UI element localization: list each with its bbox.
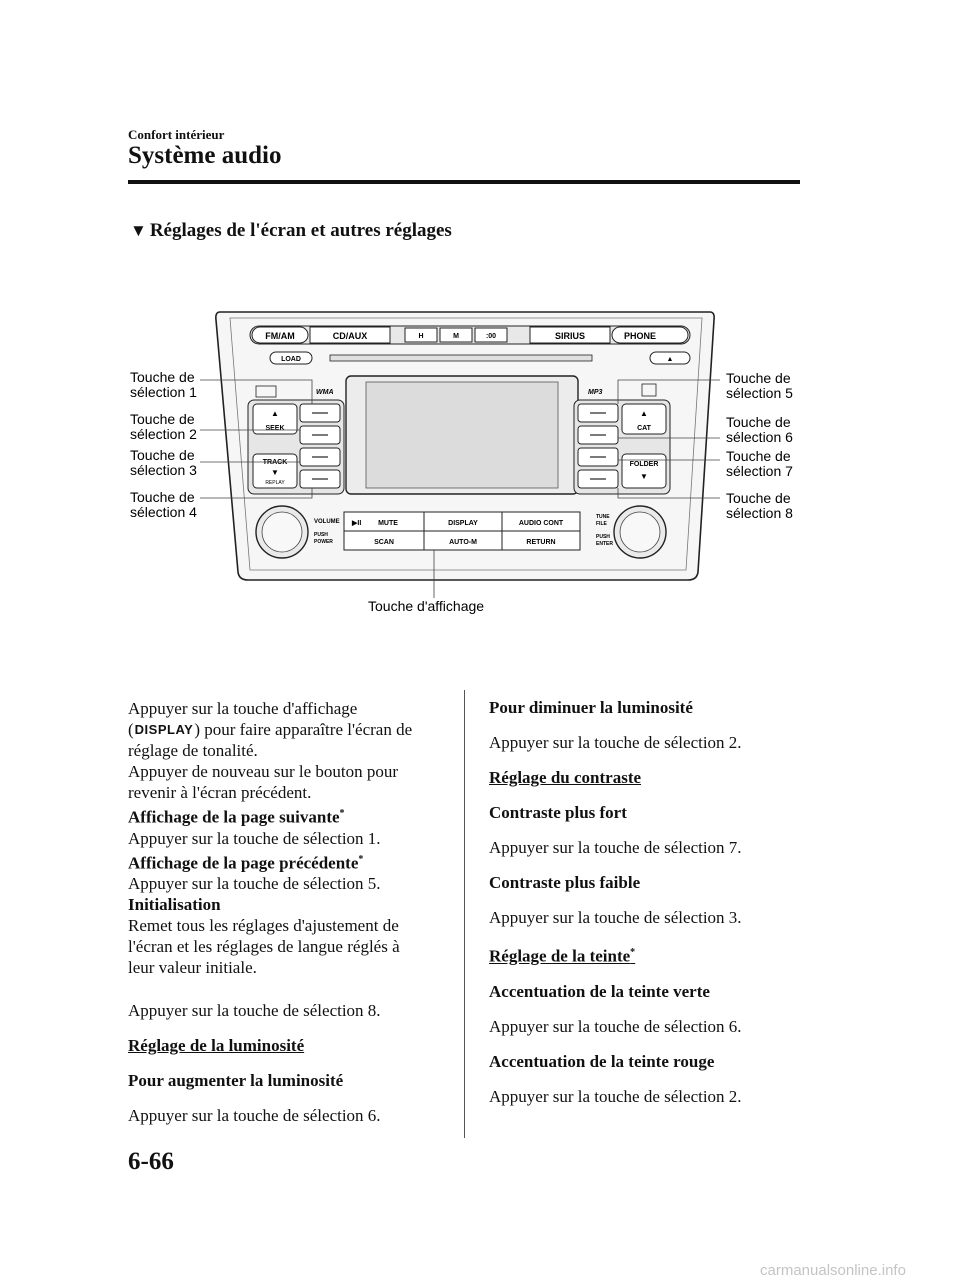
text-brightness-up: Appuyer sur la touche de sélection 6.	[128, 1106, 381, 1126]
text-green-tint: Appuyer sur la touche de sélection 6.	[489, 1016, 742, 1036]
mp3-label: MP3	[588, 389, 603, 396]
mute-label: MUTE	[378, 520, 398, 527]
audio-cont-label: AUDIO CONT	[518, 520, 564, 527]
top-button-row	[250, 326, 690, 344]
callout-selection-7-line2: sélection 7	[726, 463, 793, 479]
wma-label: WMA	[316, 389, 334, 396]
title-divider	[128, 180, 800, 184]
heading-brightness-down: Pour diminuer la luminosité	[489, 698, 693, 717]
cd-slot	[330, 355, 592, 361]
page-title: Système audio	[128, 142, 282, 169]
return-label: RETURN	[526, 539, 556, 546]
play-pause-label: ▶II	[352, 520, 362, 527]
heading-initialisation: Initialisation	[128, 895, 221, 915]
intro-line-2: (DISPLAY) pour faire apparaître l'écran de	[128, 720, 413, 739]
callout-selection-2-line1: Touche de	[130, 411, 195, 427]
heading-next-page: Affichage de la page suivante*	[128, 807, 345, 827]
heading-previous-page: Affichage de la page précédente*	[128, 853, 364, 873]
push-enter-label-1: PUSH	[596, 534, 610, 540]
display-label: DISPLAY	[448, 520, 478, 527]
volume-label: VOLUME	[314, 519, 340, 525]
page-number: 6-66	[128, 1148, 174, 1175]
right-column	[489, 697, 809, 1107]
scan-label: SCAN	[374, 539, 394, 546]
push-enter-label-2: ENTER	[596, 541, 613, 547]
heading-brightness: Réglage de la luminosité	[128, 1036, 305, 1056]
seek-up-icon: ▲	[271, 409, 279, 418]
text-red-tint: Appuyer sur la touche de sélection 2.	[489, 1086, 742, 1106]
seek-label: SEEK	[265, 425, 285, 432]
tune-label: TUNE	[596, 514, 610, 520]
cat-label: CAT	[637, 425, 651, 432]
right-button-block	[574, 400, 670, 494]
bottom-button-grid	[344, 512, 580, 550]
heading-contrast: Réglage du contraste	[489, 768, 642, 787]
callout-selection-4-line1: Touche de	[130, 489, 195, 505]
heading-tint: Réglage de la teinte*	[489, 946, 636, 966]
folder-button	[622, 454, 666, 488]
auto-m-label: AUTO-M	[449, 539, 477, 546]
column-divider	[464, 690, 465, 1138]
push-power-label-2: POWER	[314, 539, 333, 545]
text-init-line-2: l'écran et les réglages de langue réglés à	[128, 937, 400, 957]
intro-line-3: réglage de tonalité.	[128, 741, 258, 760]
callout-selection-8-line2: sélection 8	[726, 505, 793, 521]
callout-selection-3-line2: sélection 3	[130, 462, 197, 478]
section-label: Confort intérieur	[128, 127, 225, 142]
watermark: carmanualsonline.info	[760, 1262, 906, 1279]
text-contrast-down: Appuyer sur la touche de sélection 3.	[489, 908, 742, 927]
callout-selection-3-line1: Touche de	[130, 447, 195, 463]
load-label: LOAD	[281, 356, 301, 363]
return-line-2: revenir à l'écran précédent.	[128, 783, 312, 802]
display-screen	[366, 382, 558, 488]
callout-selection-7-line1: Touche de	[726, 448, 791, 464]
text-init-line-1: Remet tous les réglages d'ajustement de	[128, 916, 399, 936]
text-previous-page: Appuyer sur la touche de sélection 5.	[128, 874, 381, 894]
cd-aux-label: CD/AUX	[332, 331, 368, 341]
h-label: H	[418, 333, 424, 340]
triangle-marker-icon: ▼	[130, 221, 147, 240]
fm-am-label: FM/AM	[265, 331, 295, 341]
heading-red-tint: Accentuation de la teinte rouge	[489, 1051, 715, 1071]
heading-green-tint: Accentuation de la teinte verte	[489, 981, 710, 1001]
cat-up-icon: ▲	[640, 409, 648, 418]
callout-selection-1-line2: sélection 1	[130, 384, 197, 400]
return-line-1: Appuyer de nouveau sur le bouton pour	[128, 762, 399, 781]
text-init-line-4: Appuyer sur la touche de sélection 8.	[128, 1001, 381, 1021]
text-init-line-3: leur valeur initiale.	[128, 958, 257, 978]
folder-label: FOLDER	[629, 461, 659, 468]
callout-selection-5-line1: Touche de	[726, 370, 791, 386]
callout-selection-4-line2: sélection 4	[130, 504, 197, 520]
heading-contrast-up: Contraste plus fort	[489, 803, 627, 822]
heading-brightness-up: Pour augmenter la luminosité	[128, 1071, 344, 1091]
callout-selection-6-line1: Touche de	[726, 414, 791, 430]
left-column	[128, 698, 448, 1126]
m-label: M	[453, 333, 459, 340]
intro-line-1: Appuyer sur la touche d'affichage	[128, 699, 358, 718]
file-label: FILE	[596, 521, 607, 527]
push-power-label-1: PUSH	[314, 532, 328, 538]
audio-unit-diagram	[120, 300, 840, 620]
text-next-page: Appuyer sur la touche de sélection 1.	[128, 828, 381, 848]
callout-selection-2-line2: sélection 2	[130, 426, 197, 442]
display-button-icon: DISPLAY	[134, 722, 194, 737]
callout-selection-6-line2: sélection 6	[726, 429, 793, 445]
folder-down-icon: ▼	[640, 472, 648, 481]
left-button-block	[248, 400, 344, 494]
subsection-heading	[130, 220, 452, 242]
text-brightness-down: Appuyer sur la touche de sélection 2.	[489, 733, 742, 752]
track-down-icon: ▼	[271, 468, 279, 477]
subsection-heading-text: Réglages de l'écran et autres réglages	[149, 220, 452, 241]
replay-label: REPLAY	[265, 480, 285, 486]
text-contrast-up: Appuyer sur la touche de sélection 7.	[489, 838, 742, 857]
callout-selection-5-line2: sélection 5	[726, 385, 793, 401]
callout-display-button: Touche d'affichage	[368, 598, 485, 614]
callout-selection-1-line1: Touche de	[130, 369, 195, 385]
track-label: TRACK	[262, 459, 288, 466]
phone-label: PHONE	[623, 331, 657, 341]
callout-selection-8-line1: Touche de	[726, 490, 791, 506]
eject-icon: ▲	[666, 356, 674, 363]
heading-contrast-down: Contraste plus faible	[489, 873, 641, 892]
sirius-label: SIRIUS	[554, 331, 586, 341]
zero-label: :00	[485, 333, 497, 340]
